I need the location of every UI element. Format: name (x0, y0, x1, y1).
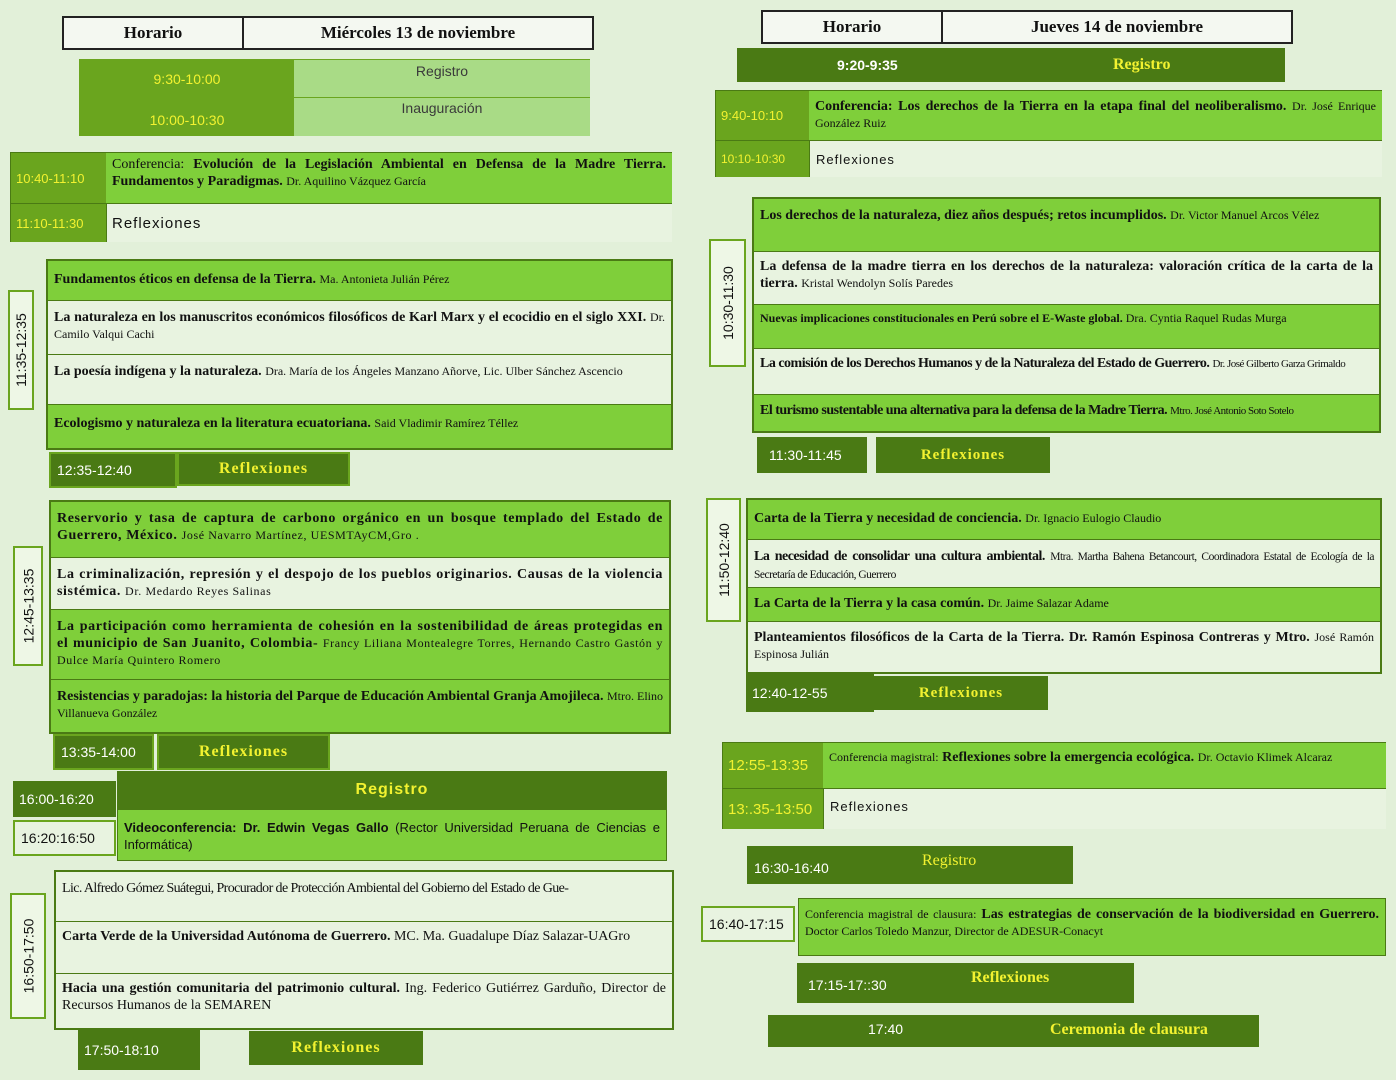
wed-header (62, 16, 594, 50)
wed-panel2-refl: Reflexiones (157, 734, 330, 770)
wed-conf-time: 10:40-11:10 (11, 153, 106, 203)
wed-reg-label: Registro (117, 771, 667, 809)
wed-panel3-refl: Reflexiones (249, 1031, 423, 1065)
item-title: La participación como herramienta de cohesión en la sostenibilidad de áreas protegidas en el municipio de San Juanito, Colombia- (57, 619, 663, 651)
thu-ceremony-time: 17:40 (868, 1021, 904, 1037)
thu-panel1 (752, 197, 1381, 433)
thu-closing-author: Doctor Carlos Toledo Manzur, Director de ADESUR-Conacyt (805, 924, 1104, 938)
item-title: Hacia una gestión comunitaria del patrimonio cultural. (62, 981, 401, 996)
wed-opening-time-1: 9:30-10:00 (80, 60, 294, 98)
thu-conf-refl: Reflexiones (809, 140, 1382, 177)
item-title: Carta Verde de la Universidad Autónoma de Guerrero. (62, 929, 391, 944)
item-author: Francy Liliana Montealegre Torres, Hernando Castro Gastón y Dulce María Quintero Romero (57, 636, 663, 667)
thu-conf-title: Los derechos de la Tierra en la etapa final del neoliberalismo. (898, 99, 1287, 114)
item-author: José Navarro Martínez, UESMTAyCM,Gro . (181, 528, 420, 542)
thu-panel2-time (706, 498, 741, 622)
wed-opening-time-2: 10:00-10:30 (80, 98, 294, 136)
thu-registro-bar (737, 48, 1285, 82)
thu-panel1-item (754, 305, 1379, 349)
wed-panel3-item (56, 974, 672, 1028)
thu-panel1-item (754, 349, 1379, 395)
thu-keynote-refl-time: 13:.35-13:50 (723, 788, 823, 829)
item-title: La poesía indígena y la naturaleza. (54, 364, 262, 379)
item-title: La Carta de la Tierra y la casa común. (754, 596, 985, 611)
wed-panel1-item (48, 355, 671, 405)
thu-closing-prefix: Conferencia magistral de clausura: (805, 907, 977, 921)
wed-header-horario: Horario (64, 18, 244, 48)
item-title: La naturaleza en los manuscritos económicos filosóficos de Karl Marx y el ecocidio en el siglo XXI. (54, 310, 647, 325)
thu-panel1-item (754, 252, 1379, 305)
wed-conf-refl-time: 11:10-11:30 (11, 203, 106, 242)
item-title: La criminalización, represión y el despojo de los pueblos originarios. Causas de la violencia sistémica. (57, 567, 663, 599)
wed-opening-block (79, 59, 590, 136)
item-title: Reservorio y tasa de captura de carbono orgánico en un bosque templado del Estado de Guerrero, México. (57, 511, 663, 543)
item-title: Resistencias y paradojas: la historia del Parque de Educación Ambiental Granja Amojileca. (57, 689, 604, 704)
wed-panel3-time-label: 16:50-17:50 (20, 918, 37, 994)
thu-ceremony-label: Ceremonia de clausura (1050, 1021, 1208, 1038)
thu-panel2 (746, 498, 1382, 674)
thu-panel2-item (748, 622, 1380, 672)
wed-panel2-item (51, 558, 669, 610)
thu-conf-text (809, 91, 1382, 140)
wed-conf-author: Dr. Aquilino Vázquez García (286, 174, 426, 188)
item-author: Ma. Antonieta Julián Pérez (319, 272, 450, 286)
item-title: La comisión de los Derechos Humanos y de la Naturaleza del Estado de Guerrero. (760, 356, 1210, 371)
wed-reg-time: 16:00-16:20 (13, 781, 116, 817)
thu-panel1-item (754, 395, 1379, 431)
item-title: Nuevas implicaciones constitucionales en Perú sobre el E-Waste global. (760, 311, 1123, 325)
item-title: Los derechos de la naturaleza, diez años después; retos incumplidos. (760, 208, 1167, 223)
thu-panel1-item (754, 199, 1379, 252)
wed-conference-block (10, 152, 672, 242)
thu-panel1-time-label: 10:30-11:30 (719, 266, 736, 340)
thu-closing-conf-time: 16:40-17:15 (701, 906, 795, 942)
item-author: Dr. Medardo Reyes Salinas (125, 584, 272, 598)
item-author: Dr. Ignacio Eulogio Claudio (1025, 511, 1162, 525)
thu-panel2-time-label: 11:50-12:40 (715, 523, 732, 597)
wed-panel1-time (8, 290, 34, 410)
item-author: Mtro. José Antonio Soto Sotelo (1170, 405, 1294, 417)
thu-registro2-bar (747, 846, 1073, 884)
wed-panel3-refl-time: 17:50-18:10 (78, 1030, 200, 1070)
item-author: Dr. José Gilberto Garza Grimaldo (1212, 358, 1346, 370)
wed-panel3 (54, 870, 674, 1030)
thu-keynote-prefix: Conferencia magistral: (829, 750, 939, 764)
thu-conf-refl-time: 10:10-10:30 (716, 140, 809, 177)
item-title: Planteamientos filosóficos de la Carta de la Tierra. Dr. Ramón Espinosa Contreras y Mtro. (754, 630, 1310, 645)
wed-panel1-refl: Reflexiones (177, 452, 350, 486)
wed-video-prefix: Videoconferencia: (124, 820, 237, 835)
wed-panel2-item (51, 610, 669, 680)
thu-header-day: Jueves 14 de noviembre (1030, 17, 1204, 36)
wed-conf-prefix: Conferencia: (112, 157, 185, 172)
wed-panel2-refl-time: 13:35-14:00 (53, 734, 154, 770)
item-title: La necesidad de consolidar una cultura ambiental. (754, 549, 1045, 564)
thu-panel2-item (748, 588, 1380, 622)
item-title: El turismo sustentable una alternativa para la defensa de la Madre Tierra. (760, 403, 1168, 418)
wed-panel1-time-label: 11:35-12:35 (13, 313, 30, 387)
wed-video-author: Dr. Edwin Vegas Gallo (243, 820, 389, 835)
wed-panel2-time-label: 12:45-13:35 (20, 568, 37, 644)
thu-closing-title: Las estrategias de conservación de la biodiversidad en Guerrero. (981, 907, 1380, 922)
thu-panel2-refl: Reflexiones (874, 676, 1048, 710)
thu-panel2-refl-time: 12:40-12-55 (746, 674, 874, 712)
wed-panel2-item (51, 680, 669, 732)
wed-header-day: Miércoles 13 de noviembre (320, 23, 516, 42)
thu-keynote-text (823, 743, 1386, 788)
thu-panel2-item (748, 500, 1380, 540)
item-author: José Ramón Espinosa Julián (754, 630, 1375, 661)
wed-video-text (117, 809, 667, 861)
thu-keynote-title: Reflexiones sobre la emergencia ecológica. (942, 750, 1195, 765)
item-author: Dra. Cyntia Raquel Rudas Murga (1125, 311, 1287, 325)
item-title: Carta de la Tierra y necesidad de conciencia. (754, 511, 1022, 526)
thu-keynote-time: 12:55-13:35 (723, 743, 823, 788)
wed-panel3-item (56, 872, 672, 922)
thu-conf-time: 9:40-10:10 (716, 91, 809, 140)
item-author: Said Vladimir Ramírez Téllez (374, 416, 519, 430)
wed-conf-refl: Reflexiones (106, 203, 672, 242)
thu-closing-refl-time: 17:15-17::30 (808, 977, 887, 993)
wed-panel1-item (48, 405, 671, 448)
item-author: Ing. Federico Gutiérrez Garduño, Director de Recursos Humanos de la SEMAREN (62, 981, 667, 1013)
thu-reg-time: 9:20-9:35 (837, 57, 898, 73)
wed-panel1-item (48, 261, 671, 301)
item-author: Mtro. Elino Villanueva González (57, 689, 664, 720)
wed-opening-label-1: Registro (294, 60, 590, 98)
item-author: Dr. Jaime Salazar Adame (987, 596, 1109, 610)
wed-conf-title: Evolución de la Legislación Ambiental en Defensa de la Madre Tierra. Fundamentos y Paradigmas. (112, 157, 666, 189)
thu-conf-author: Dr. José Enrique González Ruiz (815, 99, 1377, 130)
thu-keynote-refl: Reflexiones (823, 788, 1386, 829)
item-title: La defensa de la madre tierra en los derechos de la naturaleza: valoración crítica de la carta de la tierra. (760, 259, 1373, 291)
thu-reg2-time: 16:30-16:40 (754, 860, 829, 876)
item-author: Dra. María de los Ángeles Manzano Añorve, Lic. Ulber Sánchez Ascencio (265, 364, 623, 378)
thu-reg2-label: Registro (922, 852, 977, 869)
wed-panel2 (49, 500, 671, 734)
thu-closing-refl: Reflexiones (971, 969, 1050, 986)
thu-conference-block (715, 90, 1382, 177)
wed-panel1 (46, 259, 673, 450)
wed-opening-label-2: Inauguración (294, 98, 590, 136)
wed-conf-text (106, 153, 672, 203)
item-author: Dr. Victor Manuel Arcos Vélez (1170, 208, 1320, 222)
item-author: MC. Ma. Guadalupe Díaz Salazar-UAGro (393, 929, 631, 944)
thu-keynote-block (722, 742, 1386, 829)
wed-panel2-time (13, 546, 43, 666)
wed-video-time: 16:20:16:50 (13, 820, 116, 856)
thu-ceremony-bar (768, 1015, 1259, 1047)
thu-closing-refl-bar (797, 963, 1134, 1003)
wed-panel2-item (51, 502, 669, 558)
thu-header-horario: Horario (763, 12, 943, 42)
thu-reg-label: Registro (1113, 56, 1171, 73)
wed-video-rest: (Rector Universidad Peruana de Ciencias e Informática) (124, 820, 660, 852)
item-author: Kristal Wendolyn Solís Paredes (801, 276, 954, 290)
thu-panel1-time (709, 239, 746, 367)
item-author: Dr. Camilo Valqui Cachi (54, 310, 665, 341)
thu-closing-conf-text (798, 898, 1386, 956)
thu-panel1-refl-time: 11:30-11:45 (757, 437, 867, 473)
item-title: Ecologismo y naturaleza en la literatura ecuatoriana. (54, 416, 371, 431)
thu-header (761, 10, 1293, 44)
item-author: Lic. Alfredo Gómez Suátegui, Procurador de Protección Ambiental del Gobierno del Estado de Gue- (62, 881, 569, 896)
thu-conf-prefix: Conferencia: (815, 99, 893, 114)
wed-panel3-item (56, 922, 672, 974)
item-author: Mtra. Martha Bahena Betancourt, Coordinadora Estatal de Ecología de la Secretaría de Educación, Guerrero (754, 551, 1375, 581)
item-title: Fundamentos éticos en defensa de la Tierra. (54, 272, 316, 287)
thu-panel2-item (748, 540, 1380, 588)
thu-keynote-author: Dr. Octavio Klimek Alcaraz (1197, 750, 1333, 764)
wed-panel3-time (10, 893, 46, 1019)
wed-panel1-item (48, 301, 671, 355)
wed-panel1-refl-time: 12:35-12:40 (49, 452, 177, 488)
thu-panel1-refl: Reflexiones (876, 437, 1050, 473)
